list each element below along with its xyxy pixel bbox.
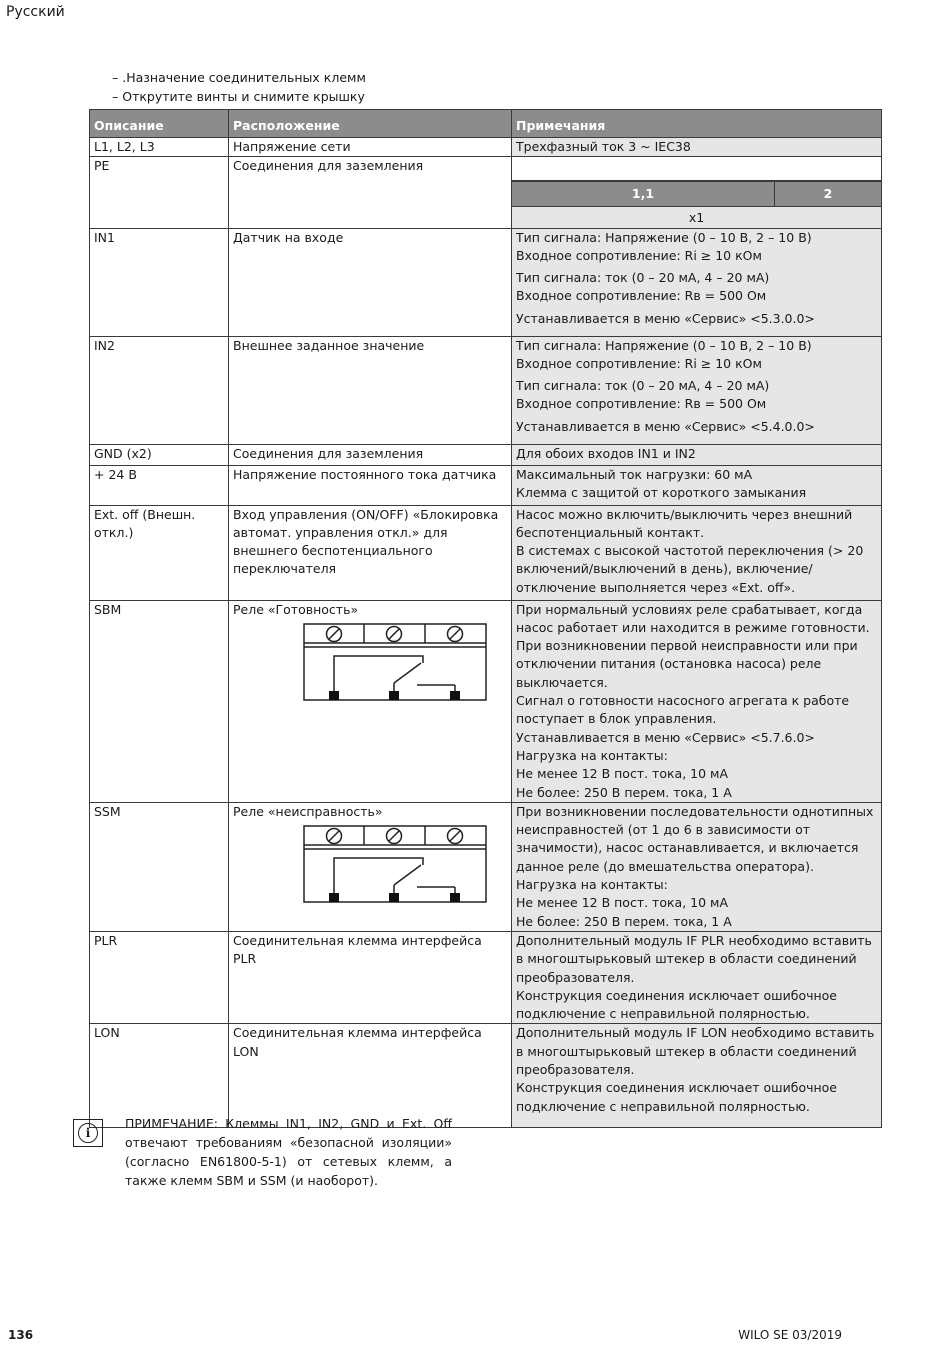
cell-location	[229, 802, 512, 931]
table-row	[90, 444, 882, 465]
cell-description: LON	[90, 1024, 229, 1128]
subvalue: x1	[512, 207, 881, 228]
relay-contact-diagram	[303, 623, 487, 703]
note-line: Дополнительный модуль IF PLR необходимо вставить в многоштырьковый штекер в области соединений преобразователя.	[516, 932, 872, 985]
note-line: Конструкция соединения исключает ошибочное подключение с неправильной полярностью.	[516, 987, 837, 1022]
note-line: Не менее 12 В пост. тока, 10 мА	[516, 895, 729, 911]
header-location: Расположение	[229, 110, 512, 138]
cell-location	[229, 600, 512, 802]
cell-notes	[512, 1024, 882, 1128]
cell-notes	[512, 931, 882, 1023]
location-text: Соединительная клемма интерфейса PLR	[233, 932, 482, 967]
note-line: Устанавливается в меню «Сервис» <5.7.6.0>	[516, 729, 815, 745]
note-line: Тип сигнала: ток (0 – 20 мА, 4 – 20 мА)	[516, 378, 770, 394]
table-row	[90, 157, 882, 228]
table-row	[90, 802, 882, 931]
cell-notes	[512, 600, 882, 802]
location-text: Внешнее заданное значение	[233, 337, 425, 353]
location-text: Соединения для заземления	[233, 445, 424, 461]
table-row	[90, 1024, 882, 1128]
cell-description: + 24 В	[90, 465, 229, 505]
header-notes: Примечания	[512, 110, 882, 138]
cell-description: SBM	[90, 600, 229, 802]
note-line: При возникновении первой неисправности или при отключении питания (остановка насоса) реле выключается.	[516, 638, 858, 690]
pe-subtable	[512, 181, 881, 227]
note-line: Не более: 250 В перем. тока, 1 А	[516, 913, 732, 929]
cell-notes	[512, 138, 882, 157]
cell-notes	[512, 465, 882, 505]
cell-description: L1, L2, L3	[90, 138, 229, 157]
cell-notes	[512, 228, 882, 336]
terminal-table	[89, 109, 882, 1128]
cell-description: IN2	[90, 336, 229, 444]
cell-notes	[512, 336, 882, 444]
instruction-item: – .Назначение соединительных клемм	[112, 68, 366, 87]
location-text: Реле «Готовность»	[233, 601, 359, 617]
note-line: Не более: 250 В перем. тока, 1 А	[516, 784, 732, 800]
header-description: Описание	[90, 110, 229, 138]
instruction-list	[112, 68, 366, 106]
cell-description: GND (x2)	[90, 444, 229, 465]
location-text: Реле «неисправность»	[233, 803, 383, 819]
location-text: Напряжение сети	[233, 139, 351, 154]
note-line: Максимальный ток нагрузки: 60 мА	[516, 466, 753, 482]
location-text: Напряжение постоянного тока датчика	[233, 466, 497, 482]
location-text: Соединения для заземления	[233, 158, 424, 174]
note-line: Тип сигнала: Напряжение (0 – 10 В, 2 – 10 В)	[516, 337, 812, 353]
cell-description: SSM	[90, 802, 229, 931]
cell-location	[229, 1024, 512, 1128]
cell-location	[229, 465, 512, 505]
note-line: Устанавливается в меню «Сервис» <5.4.0.0>	[516, 418, 815, 434]
cell-notes	[512, 444, 882, 465]
table-row	[90, 600, 882, 802]
note-line: Трехфазный ток 3 ~ IEC38	[516, 139, 691, 154]
language-label: Русский	[6, 4, 65, 20]
note-line: Входное сопротивление: Rв = 500 Ом	[516, 288, 767, 304]
footer-publisher: WILO SE 03/2019	[738, 1328, 842, 1342]
page-number: 136	[8, 1328, 34, 1342]
note-text: ПРИМЕЧАНИЕ: Клеммы IN1, IN2, GND и Ext. Off отвечают требованиям «безопасной изоляции» (согласно EN61800-5-1) от сетевых клемм, а также клемм SBM и SSM (и наоборот).	[125, 1116, 452, 1188]
cell-location	[229, 505, 512, 600]
cell-location	[229, 444, 512, 465]
note-line: Насос можно включить/выключить через внешний беспотенциальный контакт.	[516, 506, 853, 540]
note-line: Сигнал о готовности насосного агрегата к работе поступает в блок управления.	[516, 693, 850, 727]
note-line: Входное сопротивление: Ri ≥ 10 кОм	[516, 247, 762, 263]
note-line: Клемма с защитой от короткого замыкания	[516, 484, 807, 500]
cell-description: PE	[90, 157, 229, 228]
location-text: Вход управления (ON/OFF) «Блокировка автомат. управления откл.» для внешнего беспотенциального переключателя	[233, 506, 499, 577]
subheader: 1,1	[512, 182, 774, 207]
instruction-item: – Открутите винты и снимите крышку	[112, 87, 366, 106]
note-line: Нагрузка на контакты:	[516, 747, 668, 763]
note-line: Входное сопротивление: Ri ≥ 10 кОм	[516, 355, 762, 371]
cell-location	[229, 228, 512, 336]
subheader: 2	[774, 182, 881, 207]
note-line: В системах с высокой частотой переключения (> 20 включений/выключений в день), включение/отключение выполняется через «Ext. off».	[516, 543, 864, 595]
note-line: Дополнительный модуль IF LON необходимо вставить в многоштырьковый штекер в области соединений преобразователя.	[516, 1025, 875, 1078]
cell-location	[229, 931, 512, 1023]
note-line: Для обоих входов IN1 и IN2	[516, 445, 696, 461]
note-line: Нагрузка на контакты:	[516, 877, 668, 893]
info-icon: i	[73, 1119, 103, 1147]
note-line: Устанавливается в меню «Сервис» <5.3.0.0>	[516, 310, 815, 326]
table-row	[90, 931, 882, 1023]
cell-description: IN1	[90, 228, 229, 336]
cell-description: PLR	[90, 931, 229, 1023]
note-line: При нормальный условиях реле срабатывает, когда насос работает или находится в режиме готовности.	[516, 601, 870, 635]
table-row	[90, 465, 882, 505]
table-row	[90, 138, 882, 157]
note-line: Тип сигнала: Напряжение (0 – 10 В, 2 – 10 В)	[516, 229, 812, 245]
location-text: Датчик на входе	[233, 229, 344, 245]
table-row	[90, 505, 882, 600]
note-line: При возникновении последовательности однотипных неисправностей (от 1 до 6 в зависимости от значимости), насос останавливается, и включается данное реле (до вмешательства оператора).	[516, 803, 874, 874]
note-line: Не менее 12 В пост. тока, 10 мА	[516, 766, 729, 782]
location-text: Соединительная клемма интерфейса LON	[233, 1025, 482, 1059]
cell-location	[229, 138, 512, 157]
table-row	[90, 228, 882, 336]
note-line: Конструкция соединения исключает ошибочное подключение с неправильной полярностью.	[516, 1080, 837, 1114]
cell-location	[229, 157, 512, 228]
table-row	[90, 336, 882, 444]
cell-notes	[512, 505, 882, 600]
cell-description: Ext. off (Внешн. откл.)	[90, 505, 229, 600]
cell-location	[229, 336, 512, 444]
note-line: Входное сопротивление: Rв = 500 Ом	[516, 396, 767, 412]
relay-contact-diagram	[303, 825, 487, 905]
cell-notes	[512, 802, 882, 931]
note-line: Тип сигнала: ток (0 – 20 мА, 4 – 20 мА)	[516, 270, 770, 286]
cell-notes	[512, 157, 882, 228]
